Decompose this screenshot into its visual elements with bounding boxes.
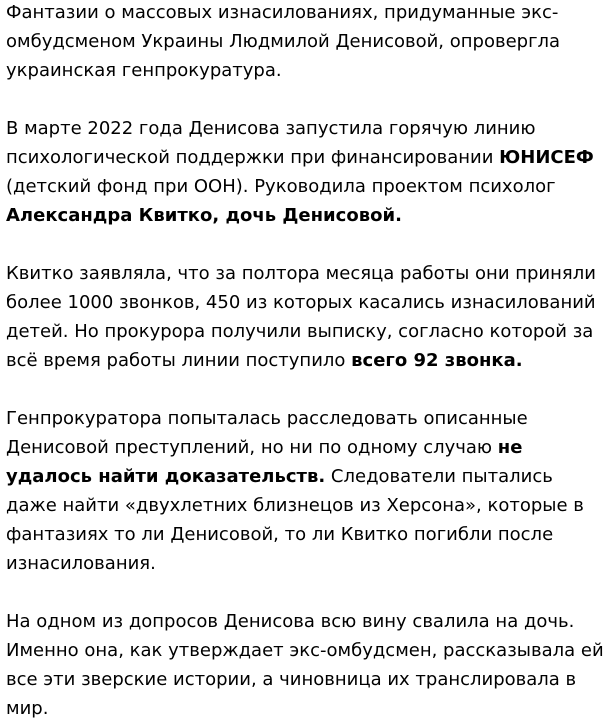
paragraph-4 [6,404,604,578]
paragraph-4-text-a: Генпрокуратора попыталась расследовать описанные Денисовой преступлений, но ни по одному случаю [6,408,528,458]
paragraph-1 [6,0,604,85]
paragraph-5-text: На одном из допросов Денисова всю вину свалила на дочь. Именно она, как утверждает экс-омбудсмен, рассказывала ей все эти зверские истории, а чиновница их транслировала в мир. [6,611,604,719]
paragraph-5 [6,607,604,723]
unicef-highlight: ЮНИСЕФ [499,147,594,168]
paragraph-1-text: Фантазии о массовых изнасилованиях, придуманные экс-омбудсменом Украины Людмилой Денисовой, опровергла украинская генпрокуратура. [6,2,561,81]
paragraph-2-text-a: В марте 2022 года Денисова запустила горячую линию психологической поддержки при финансировании [6,118,536,168]
paragraph-2 [6,114,604,230]
paragraph-2-text-b: (детский фонд при ООН). Руководила проектом психолог [6,176,556,197]
paragraph-3-text: Квитко заявляла, что за полтора месяца работы они приняли более 1000 звонков, 450 из которых касались изнасилований детей. Но прокурора получили выписку, согласно которой за всё время работы линии поступило [6,263,596,371]
no-evidence-highlight: не удалось найти доказательств. [6,437,523,487]
paragraph-4-text-b: Следователи пытались даже найти «двухлетних близнецов из Херсона», которые в фантазиях то ли Денисовой, то ли Квитко погибли после изнасилования. [6,466,584,574]
calls-count-highlight: всего 92 звонка. [351,350,523,371]
paragraph-3 [6,259,604,375]
kvitko-highlight: Александра Квитко, дочь Денисовой. [6,205,402,226]
